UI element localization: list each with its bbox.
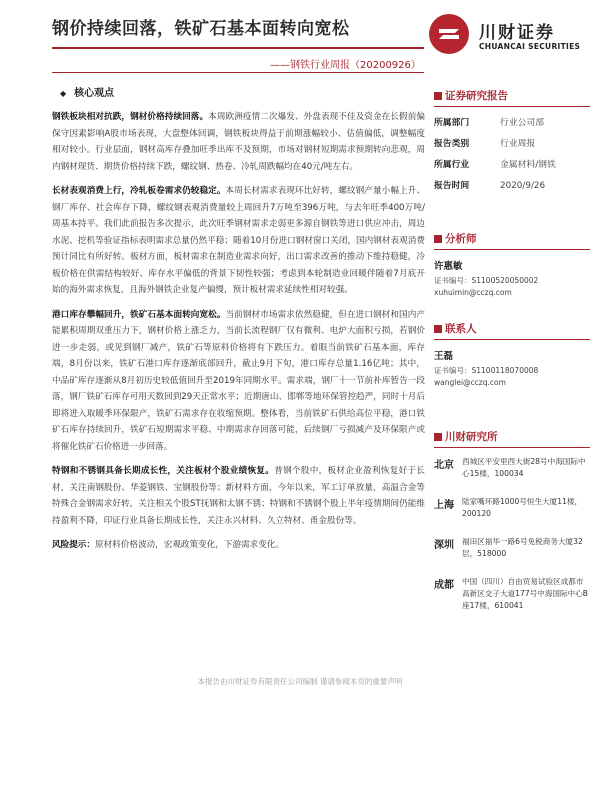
logo-text-en: CHUANCAI SECURITIES [479, 42, 581, 51]
analyst-cert: 证书编号：S1100520050002 [434, 276, 539, 285]
square-bullet-icon [434, 325, 442, 333]
section-head-analyst: 分析师 [434, 231, 590, 250]
paragraph [52, 307, 425, 456]
paragraph-lead: 钢铁板块相对抗跌，钢材价格持续回落。 [52, 112, 209, 122]
logo-text-cn: 川财证券 [479, 23, 555, 43]
paragraph [52, 183, 425, 299]
contact-cert: 证书编号：S1100118070008 [434, 366, 539, 375]
contact-email[interactable]: wanglei@cczq.com [434, 378, 506, 387]
risk-body: 原材料价格波动，宏观政策变化，下游需求变化。 [94, 540, 285, 550]
diamond-bullet-icon: ◆ [60, 89, 67, 98]
report-subtitle: ——钢铁行业周报（20200926） [270, 60, 421, 71]
risk-warning [52, 537, 425, 554]
paragraph-body: 普钢个股中，板材企业盈利恢复好于长材，关注南钢股份、华菱钢铁、宝钢股份等；新材料方面，今年以来，军工订单放量，高温合金等特殊合金钢需求好转，关注相关个股ST抚钢和太钢不锈；特钢和不锈钢个股上半年疫情期间仍能维持盈利不降，印证行业具备长期成长性，关注永兴材料、久立特材、甬金股份等。 [52, 466, 425, 526]
header-rule [52, 47, 424, 49]
info-row: 所属部门 行业公司部 [434, 118, 544, 128]
info-row: 所属行业 金属材料/钢铁 [434, 160, 556, 170]
paragraph-lead: 长材表观消费上行，冷轧板卷需求仍较稳定。 [52, 186, 226, 196]
paragraph-body: 本周长材需求表现环比好转，螺纹钢产量小幅上升、钢厂库存、社会库存下降，螺纹钢表观消费量较上周回升7万吨至396万吨，与去年旺季400万吨/周基本持平。我们此前报告多次提示，此次旺季钢材需求走弱更多源自钢铁等进口供应冲击，周边水泥、挖机等验证指标表明需求总量仍然平稳；随着10月份进口钢材窗口关闭，国内钢材表观消费预计同比有所好转。板材方面，板材需求在制造业需求向好，出口需求改善的推动下维持稳健，冷板价格在供需结构较好、库存水平偏低的背景下韧性较强；考虑到本轮制造业回暖伴随着7月底开始的海外需求恢复，且海外钢铁企业复产偏慢，预计板材需求延续性相对较强。 [52, 186, 425, 295]
section-head-institute: 川财研究所 [434, 429, 590, 448]
office-location: 上海 陆家嘴环路1000号恒生大厦11楼，200120 [434, 497, 583, 518]
company-logo [429, 14, 589, 60]
paragraph-lead: 特钢和不锈钢具备长期成长性，关注板材个股业绩恢复。 [52, 466, 275, 476]
paragraph-body: 当前钢材市场需求依然稳健，但在进口钢材和国内产能累积周期双重压力下，钢材价格上涨乏力，当前长流程钢厂仅有微利、电炉大面积亏损，若钢价进一步走弱，或见到钢厂减产，铁矿石等原料价格将有下跌压力。着眼当前铁矿石基本面，库存端，8月份以来，铁矿石港口库存逐渐底部回升，截止9月下旬，港口库存总量1.16亿吨；其中，中品矿库存逐渐从8月初历史较低值回升至2019年同期水平。需求端，钢厂十一节前补库暂告一段落，钢厂铁矿石库存可用天数回到29天正常水平；近期唐山、邯郸等地环保管控趋严，同时十月后即将进入取暖季环保限产，铁矿石需求存在收缩预期。整体看，当前铁矿石供给高位平稳，港口铁矿石库存持续回升，铁矿石短期需求平稳、中期需求存回落可能，后续钢厂亏损减产及环保限产或将催化铁矿石价格进一步回落。 [52, 309, 425, 452]
square-bullet-icon [434, 92, 442, 100]
contact-name: 王磊 [434, 351, 454, 362]
page-footer: 本报告由川财证券有限责任公司编制 谨请参阅本页的重要声明 [197, 677, 403, 686]
paragraph [52, 109, 425, 175]
logo-emblem-icon [429, 14, 469, 54]
header-rule-bottom [52, 72, 424, 73]
sidebar [434, 88, 590, 618]
office-location: 成都 中国（四川）自由贸易试验区成都市高新区交子大道177号中海国际中心B座17楼，610041 [434, 577, 589, 610]
info-row: 报告时间 2020/9/26 [434, 181, 546, 191]
main-content [52, 84, 425, 562]
office-location: 北京 西城区平安里西大街28号中海国际中心15楼，100034 [434, 457, 586, 478]
square-bullet-icon [434, 235, 442, 243]
paragraph-lead: 港口库存攀幅回升，铁矿石基本面转向宽松。 [52, 309, 226, 320]
info-row: 报告类别 行业周报 [434, 139, 536, 149]
risk-lead: 风险提示： [52, 540, 95, 550]
analyst-name: 许惠敏 [434, 261, 463, 272]
square-bullet-icon [434, 433, 442, 441]
paragraph [52, 463, 425, 529]
analyst-email[interactable]: xuhuimin@cczq.com [434, 288, 512, 297]
report-title: 钢价持续回落，铁矿石基本面转向宽松 [52, 19, 350, 39]
core-view-heading: ◆ 核心观点 [60, 88, 115, 99]
section-head-report: 证券研究报告 [434, 88, 590, 107]
section-head-contact: 联系人 [434, 321, 590, 340]
paragraph-body: 本周欧洲疫情二次爆发、外盘表现不佳及资金在长假前偏保守因素影响A股市场表现，大盘整体回调，钢铁板块得益于前期涨幅较小、估值偏低，调整幅度相对较小。行业层面，钢材高库存叠加旺季出库不及预期，市场对钢材短期需求预期转向悲观，周内钢材现货、期货价格持续下跌，螺纹钢、热卷、冷轧周跌幅均在40元/吨左右。 [52, 112, 425, 172]
office-location: 深圳 福田区福华一路6号免税商务大厦32层，518000 [434, 537, 583, 558]
